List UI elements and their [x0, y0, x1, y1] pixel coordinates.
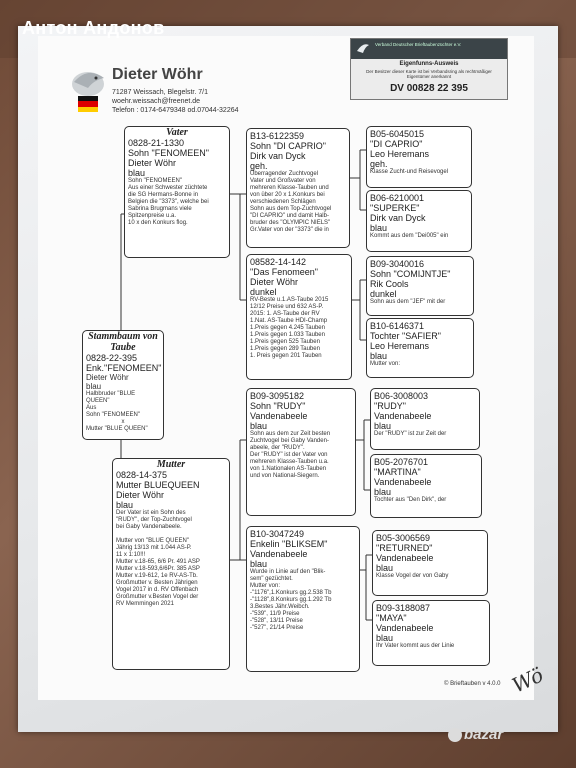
note: -"528", 13/11 Preise [250, 618, 303, 624]
note: Sohn aus dem "JEF" mit der [370, 299, 446, 305]
color: blau [376, 563, 394, 573]
breeder: Dirk van Dyck [370, 213, 426, 223]
note: Mutter "BLUE QUEEN" [86, 426, 148, 432]
watermark: bazar [464, 726, 504, 743]
note: Belgien die "3373", welche bei [128, 199, 209, 205]
note: abeele, der "RUDY". [250, 445, 305, 451]
note: 12/12 Preise und 632 AS-P. [250, 304, 324, 310]
note: x [121, 419, 125, 425]
note: Sohn aus dem Top-Zuchtvogel [250, 206, 332, 212]
ring-number: B06-3008003 [374, 391, 429, 401]
breeder: Vandenabeele [250, 411, 308, 421]
color: geh. [370, 159, 388, 169]
note [116, 531, 226, 538]
note: "DI CAPRIO" und damit Halb- [250, 213, 329, 219]
note: -"539", 11/9 Preise [250, 611, 300, 617]
note: Großmutter v. Besten Jährigen [116, 580, 198, 586]
vater-vater-card[interactable] [246, 128, 350, 248]
note: Klasse Vogel der von Gaby [376, 573, 449, 579]
note: Kommt aus dem "Dei005" ein [370, 233, 449, 239]
mutter-caption: Mutter [156, 459, 186, 470]
note: sem" gezüchtet. [250, 576, 293, 582]
ring-number: B06-6210001 [370, 193, 425, 203]
note: Spitzenpreise u.a. [128, 213, 177, 219]
ring-number: 0828-21-1330 [128, 138, 185, 148]
pigeon-name: "MAYA" [376, 613, 407, 623]
breeder: Rik Cools [370, 279, 409, 289]
great-grandparent-card[interactable] [366, 190, 472, 252]
note: bruder des "OLYMPIC NIELS" [250, 220, 331, 226]
note: 1. Preis gegen 201 Tauben [250, 353, 322, 359]
great-grandparent-card[interactable] [372, 600, 490, 666]
note: die SG Hermans-Bonne in [128, 192, 199, 198]
great-grandparent-card[interactable] [366, 256, 474, 316]
breeder: Vandenabeele [376, 553, 434, 563]
pigeon-name: Sohn "DI CAPRIO" [250, 141, 326, 151]
breeder: Leo Heremans [370, 341, 430, 351]
pigeon-name: Enkelin "BLIKSEM" [250, 539, 328, 549]
address-email: woehr.weissach@freenet.de [112, 98, 201, 105]
color: blau [374, 487, 392, 497]
note: "RUDY", der Top-Zuchtvogel [116, 517, 192, 523]
note: Aus einer Schwester züchtete [128, 185, 208, 191]
mutter-vater-card[interactable] [246, 388, 356, 516]
note: Mutter von "BLUE QUEEN" [116, 538, 189, 544]
color: blau [250, 559, 268, 569]
color: blau [376, 633, 394, 643]
ring-number: 0828-22-395 [86, 353, 138, 363]
note: Der Vater ist ein Sohn des [116, 510, 186, 516]
pigeon-name: "SUPERKE" [370, 203, 420, 213]
color: blau [86, 382, 102, 391]
vater-mutter-card[interactable] [246, 254, 352, 380]
pigeon-name: "MARTINA" [374, 467, 421, 477]
note: mehreren Klasse-Tauben u.a. [250, 459, 329, 465]
sticker-subtitle: Der Besitzer dieser Karte ist bei Verbandsring als rechtmäßiger Eigentümer anerkannt [366, 69, 492, 79]
pigeon-name: "RUDY" [374, 401, 406, 411]
breeder: Leo Heremans [370, 149, 430, 159]
breeder: Dieter Wöhr [250, 277, 299, 287]
address-street: 71287 Weissach, Blegelstr. 7/1 [112, 89, 208, 96]
mutter-card[interactable] [112, 458, 230, 670]
vater-card[interactable] [124, 126, 230, 258]
note: Ihr Vater kommt aus der Linie [376, 643, 455, 649]
sticker-title: Eigenfunns-Ausweis [399, 61, 459, 67]
note: Aus [86, 405, 97, 411]
great-grandparent-card[interactable] [366, 318, 474, 378]
note: 1.Preis gegen 4.245 Tauben [250, 325, 325, 331]
pigeon-name: Mutter BLUEQUEEN [116, 480, 200, 490]
pigeon-name: "DI CAPRIO" [370, 139, 423, 149]
breeder: Dieter Wöhr [128, 158, 177, 168]
note: mehreren Klasse-Tauben und [250, 185, 329, 191]
breeder: Dieter Wöhr [86, 373, 129, 382]
note: 1.Preis gegen 289 Tauben [250, 346, 320, 352]
pigeon-name: Enk."FENOMEEN" [86, 363, 162, 373]
note: 1.Nat. AS-Taube HDI-Champ [250, 318, 328, 324]
note: Gr.Vater von der "3373" die in [250, 227, 329, 233]
pigeon-name: "RETURNED" [376, 543, 433, 553]
ring-number: B10-6146371 [370, 321, 425, 331]
note: 1.Preis gegen 1.033 Tauben [250, 332, 325, 338]
great-grandparent-card[interactable] [372, 530, 488, 596]
color: blau [370, 223, 388, 233]
breeder: Vandenabeele [374, 477, 432, 487]
ring-number: B09-3188087 [376, 603, 431, 613]
note: Wurde in Linie auf den "Blik- [250, 569, 326, 575]
pigeon-name: "Das Fenomeen" [250, 267, 318, 277]
ring-number: 08582-14-142 [250, 257, 307, 267]
note: 2015: 1. AS-Taube der RV [250, 311, 320, 317]
pigeon-name: Tochter "SAFIER" [370, 331, 441, 341]
breeder: Vandenabeele [376, 623, 434, 633]
breeder: Vandenabeele [374, 411, 432, 421]
ring-number: B05-2076701 [374, 457, 429, 467]
breeder: Vandenabeele [250, 549, 308, 559]
note: Mutter v.18-593,6/6Pr. 385 ASP [116, 566, 200, 572]
bazar-logo-icon [448, 728, 462, 742]
address-phone: Telefon : 0174-6479348 od.07044-32264 [112, 107, 239, 114]
note: RV Memmingen 2021 [116, 601, 174, 607]
note: Sohn aus dem zur Zeit besten [250, 431, 331, 437]
note: Sohn "FENOMEEN" [128, 178, 182, 184]
note: 3.Bestes Jähr.Weibch. [250, 604, 310, 610]
ring-number: B05-3006569 [376, 533, 431, 543]
note: 10 x den Konkurs flog. [128, 220, 188, 226]
note: Mutter v.19-612, 1e RV-AS-Tb. [116, 573, 198, 579]
color: blau [128, 168, 146, 178]
note: Überragender Zuchtvogel [250, 171, 319, 177]
color: dunkel [370, 289, 397, 299]
note: 11 x 1:10!!! [116, 552, 146, 558]
breeder: Dieter Wöhr [116, 490, 165, 500]
note: -"1176",1.Konkurs gg.2.538 Tb [250, 590, 332, 596]
ring-number: B13-6122359 [250, 131, 305, 141]
note: -"527", 21/14 Preise [250, 625, 304, 631]
note: von über 20 x 1.Konkurs bei [250, 192, 325, 198]
color: dunkel [250, 287, 277, 297]
ring-number: DV 00828 22 395 [390, 83, 468, 94]
note: RV-Beste u.1.AS-Taube 2015 [250, 297, 329, 303]
ring-number: B09-3040016 [370, 259, 425, 269]
mutter-mutter-card[interactable] [246, 526, 360, 672]
owner-name: Dieter Wöhr [112, 66, 203, 83]
great-grandparent-card[interactable] [370, 454, 482, 518]
sticker-header-text: Verband Deutscher Brieftaubenzüchter e.V. [375, 42, 462, 47]
note: Mutter von: [370, 361, 401, 367]
color: geh. [250, 161, 268, 171]
note: Der "RUDY" ist zur Zeit der [374, 431, 447, 437]
note: und von National-Siegern. [250, 473, 320, 479]
note: bei Gaby Vandenabeele. [116, 524, 182, 530]
note: Klasse Zucht-und Reisevogel [370, 169, 449, 175]
note: Großmutter v.Besten Vogel der [116, 594, 199, 600]
note: Vogel 2017 in d. RV Offenbach [116, 587, 199, 593]
ring-number: 0828-14-375 [116, 470, 168, 480]
pigeon-name: Sohn "FENOMEEN" [128, 148, 209, 158]
ring-number: B09-3095182 [250, 391, 305, 401]
note: verschiedenen Schlägen [250, 199, 316, 205]
note: Der "RUDY" ist der Vater von [250, 452, 328, 458]
color: blau [116, 500, 134, 510]
vater-caption: Vater [166, 127, 188, 138]
note: 1.Preis gegen 525 Tauben [250, 339, 320, 345]
note: -"1128",8.Konkurs gg.1.292 Tb [250, 597, 332, 603]
note: von 1.Nationalen AS-Tauben [250, 466, 327, 472]
note: Mutter von: [250, 583, 281, 589]
color: blau [250, 421, 268, 431]
note: Mutter v.18-65, 6/6 Pr. 491 ASP [116, 559, 200, 565]
breeder: Dirk van Dyck [250, 151, 306, 161]
note: Zuchtvogel bei Gaby Vanden- [250, 438, 329, 444]
ring-number: B10-3047249 [250, 529, 305, 539]
great-grandparent-card[interactable] [370, 388, 480, 450]
note: Tochter aus "Den Dirk", der [374, 497, 447, 503]
note: Halbbruder "BLUE QUEEN" [86, 391, 136, 404]
note: Jährig 13/13 mit 1.044 AS-P. [116, 545, 192, 551]
main-pigeon-card[interactable] [82, 330, 164, 440]
note: Vater und Großvater von [250, 178, 316, 184]
color: blau [374, 421, 392, 431]
seller-name[interactable]: Антон Андонов [22, 18, 165, 38]
main-caption: Stammbaum von Taube [88, 331, 158, 353]
ring-number: B05-6045015 [370, 129, 425, 139]
software-credit: © Brieftauben v 4.0.0 [444, 681, 501, 687]
signature: Wö [508, 662, 547, 698]
note: Sabrina Brugmans viele [128, 206, 192, 212]
pigeon-name: Sohn "RUDY" [250, 401, 306, 411]
great-grandparent-card[interactable] [366, 126, 472, 188]
color: blau [370, 351, 388, 361]
note: Sohn "FENOMEEN" [86, 412, 140, 418]
pigeon-name: Sohn "COMIJNTJE" [370, 269, 451, 279]
